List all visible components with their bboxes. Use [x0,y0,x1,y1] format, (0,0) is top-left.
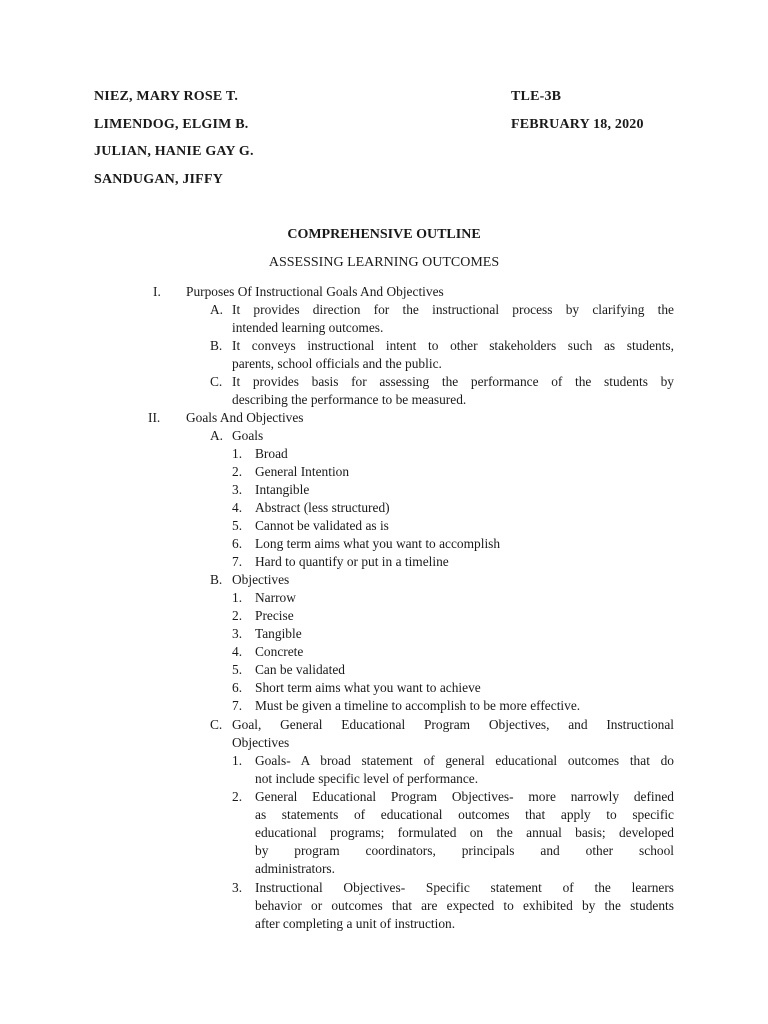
document-title: COMPREHENSIVE OUTLINE [287,227,481,242]
objectives-item-number: 4. [232,644,243,659]
objectives-item: Can be validated [255,662,345,677]
item-2c-line-2: Objectives [232,735,290,750]
objectives-item-number: 2. [232,608,243,623]
c-item-1-line-2: not include specific level of performance. [255,771,479,786]
document-subtitle: ASSESSING LEARNING OUTCOMES [268,255,500,270]
objectives-item-number: 7. [232,698,243,713]
c-item-1-number: 1. [232,753,243,768]
c-item-3-line-1: Instructional Objectives- Specific statement of the learners [255,880,674,895]
item-2b-heading: Objectives [232,572,290,587]
goals-item-number: 5. [232,518,243,533]
item-1a-letter: A. [210,302,224,317]
objectives-item-number: 1. [232,590,243,605]
objectives-item: Narrow [255,590,296,605]
goals-item-number: 7. [232,554,243,569]
item-1c-letter: C. [210,374,223,389]
goals-item-number: 6. [232,536,243,551]
section-2-heading: Goals And Objectives [186,410,304,425]
item-1b-line-2: parents, school officials and the public. [232,356,442,371]
item-1b-letter: B. [210,338,223,353]
goals-item: Intangible [255,482,310,497]
c-item-1-line-1: Goals- A broad statement of general educational outcomes that do [255,753,674,768]
goals-item: Long term aims what you want to accomplish [255,536,501,551]
objectives-item: Precise [255,608,294,623]
c-item-3-line-2: behavior or outcomes that are expected to exhibited by the students [255,898,674,913]
goals-item: Hard to quantify or put in a timeline [255,554,449,569]
item-2a-heading: Goals [232,428,264,443]
item-1a-line-1: It provides direction for the instructional process by clarifying the [232,302,674,317]
c-item-2-line-5: administrators. [255,861,335,876]
date-label: FEBRUARY 18, 2020 [511,117,644,132]
goals-item: Cannot be validated as is [255,518,389,533]
c-item-2-line-1: General Educational Program Objectives- more narrowly defined [255,789,674,804]
c-item-2-number: 2. [232,789,243,804]
goals-item: Abstract (less structured) [255,500,390,515]
student-name-1: NIEZ, MARY ROSE T. [94,89,239,104]
goals-item-number: 1. [232,446,243,461]
item-2a-letter: A. [210,428,224,443]
student-name-4: SANDUGAN, JIFFY [94,172,223,187]
roman-numeral-2: II. [148,410,161,425]
goals-item-number: 4. [232,500,243,515]
item-1b-line-1: It conveys instructional intent to other stakeholders such as students, [232,338,674,353]
section-1-heading: Purposes Of Instructional Goals And Objectives [186,284,444,299]
c-item-2-line-2: as statements of educational outcomes that apply to specific [255,807,674,822]
c-item-2-line-4: by program coordinators, principals and other school [255,843,674,858]
item-1c-line-1: It provides basis for assessing the performance of the students by [232,374,674,389]
student-name-3: JULIAN, HANIE GAY G. [94,144,254,159]
c-item-3-number: 3. [232,880,243,895]
objectives-item: Tangible [255,626,302,641]
item-2c-letter: C. [210,717,223,732]
item-1c-line-2: describing the performance to be measured. [232,392,467,407]
objectives-item: Concrete [255,644,304,659]
objectives-item: Short term aims what you want to achieve [255,680,481,695]
item-2c-line-1: Goal, General Educational Program Objectives, and Instructional [232,717,674,732]
goals-item: Broad [255,446,288,461]
objectives-item-number: 5. [232,662,243,677]
roman-numeral-1: I. [153,284,161,299]
goals-item-number: 3. [232,482,243,497]
c-item-2-line-3: educational programs; formulated on the annual basis; developed [255,825,674,840]
goals-item: General Intention [255,464,350,479]
student-name-2: LIMENDOG, ELGIM B. [94,117,249,132]
objectives-item-number: 3. [232,626,243,641]
objectives-item: Must be given a timeline to accomplish to be more effective. [255,698,581,713]
section-label: TLE-3B [511,89,562,104]
c-item-3-line-3: after completing a unit of instruction. [255,916,456,931]
item-1a-line-2: intended learning outcomes. [232,320,384,335]
goals-item-number: 2. [232,464,243,479]
item-2b-letter: B. [210,572,223,587]
objectives-item-number: 6. [232,680,243,695]
